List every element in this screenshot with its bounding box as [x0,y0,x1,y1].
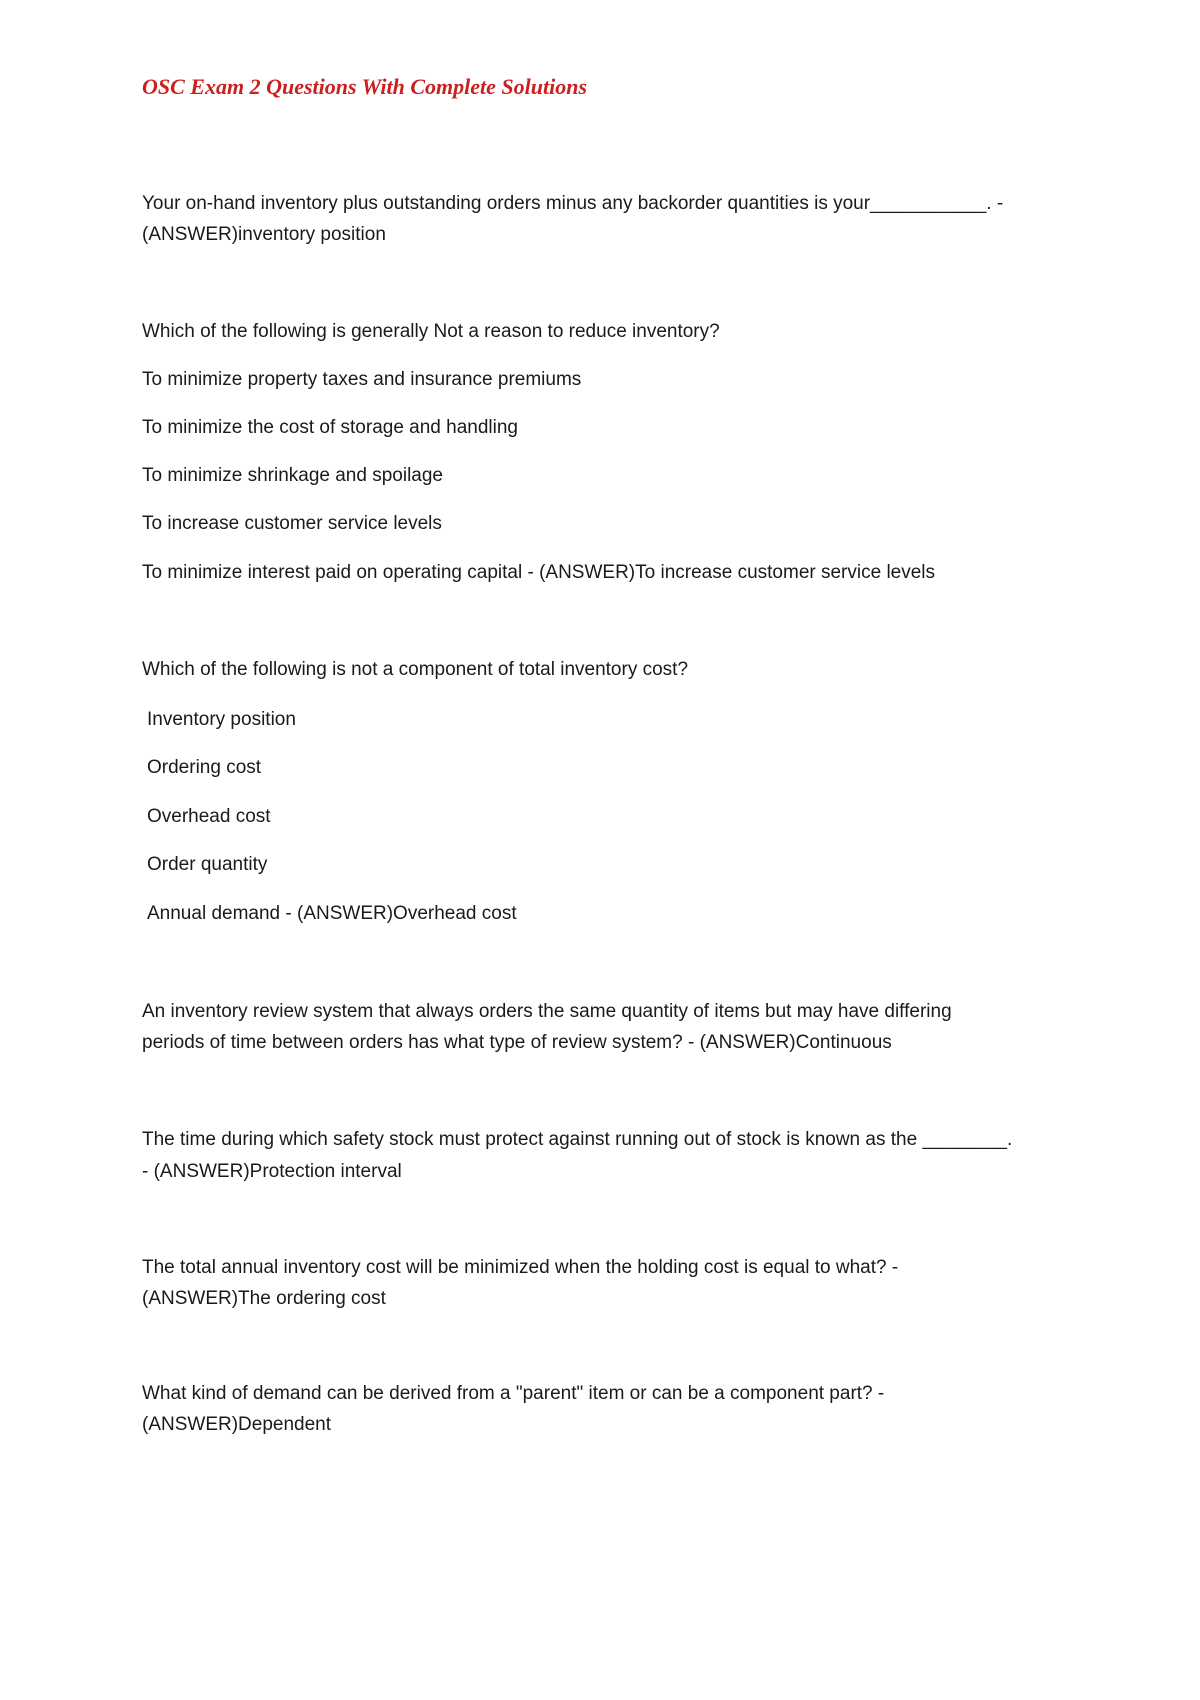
question-5-line-2: - (ANSWER)Protection interval [142,1161,402,1182]
question-1-line-2: (ANSWER)inventory position [142,224,386,245]
question-2-option-2: To minimize the cost of storage and handling [142,417,518,438]
question-3-option-3: Overhead cost [147,806,271,827]
question-6-line-2: (ANSWER)The ordering cost [142,1288,386,1309]
question-1-line-1: Your on-hand inventory plus outstanding orders minus any backorder quantities is your___________. - [142,193,1004,214]
question-3-option-4: Order quantity [147,854,268,875]
question-7-line-2: (ANSWER)Dependent [142,1414,332,1435]
question-2-option-5: To minimize interest paid on operating capital - (ANSWER)To increase customer service levels [142,562,936,583]
question-3-option-1: Inventory position [147,709,296,730]
question-3-option-5: Annual demand - (ANSWER)Overhead cost [147,903,517,924]
document-title: OSC Exam 2 Questions With Complete Solutions [142,74,588,99]
question-5-line-1: The time during which safety stock must protect against running out of stock is known as the ________. [142,1129,1013,1150]
question-2-option-4: To increase customer service levels [142,513,442,534]
question-2-option-1: To minimize property taxes and insurance premiums [142,369,582,390]
question-3-text: Which of the following is not a component of total inventory cost? [142,659,689,680]
question-4-line-2: periods of time between orders has what type of review system? - (ANSWER)Continuous [142,1032,892,1053]
question-7-line-1: What kind of demand can be derived from a "parent" item or can be a component part? - [142,1383,885,1404]
question-2-option-3: To minimize shrinkage and spoilage [142,465,443,486]
question-6-line-1: The total annual inventory cost will be minimized when the holding cost is equal to what? - [142,1257,899,1278]
question-3-option-2: Ordering cost [147,757,262,778]
question-2-text: Which of the following is generally Not a reason to reduce inventory? [142,321,720,342]
question-4-line-1: An inventory review system that always orders the same quantity of items but may have differing [142,1001,952,1022]
